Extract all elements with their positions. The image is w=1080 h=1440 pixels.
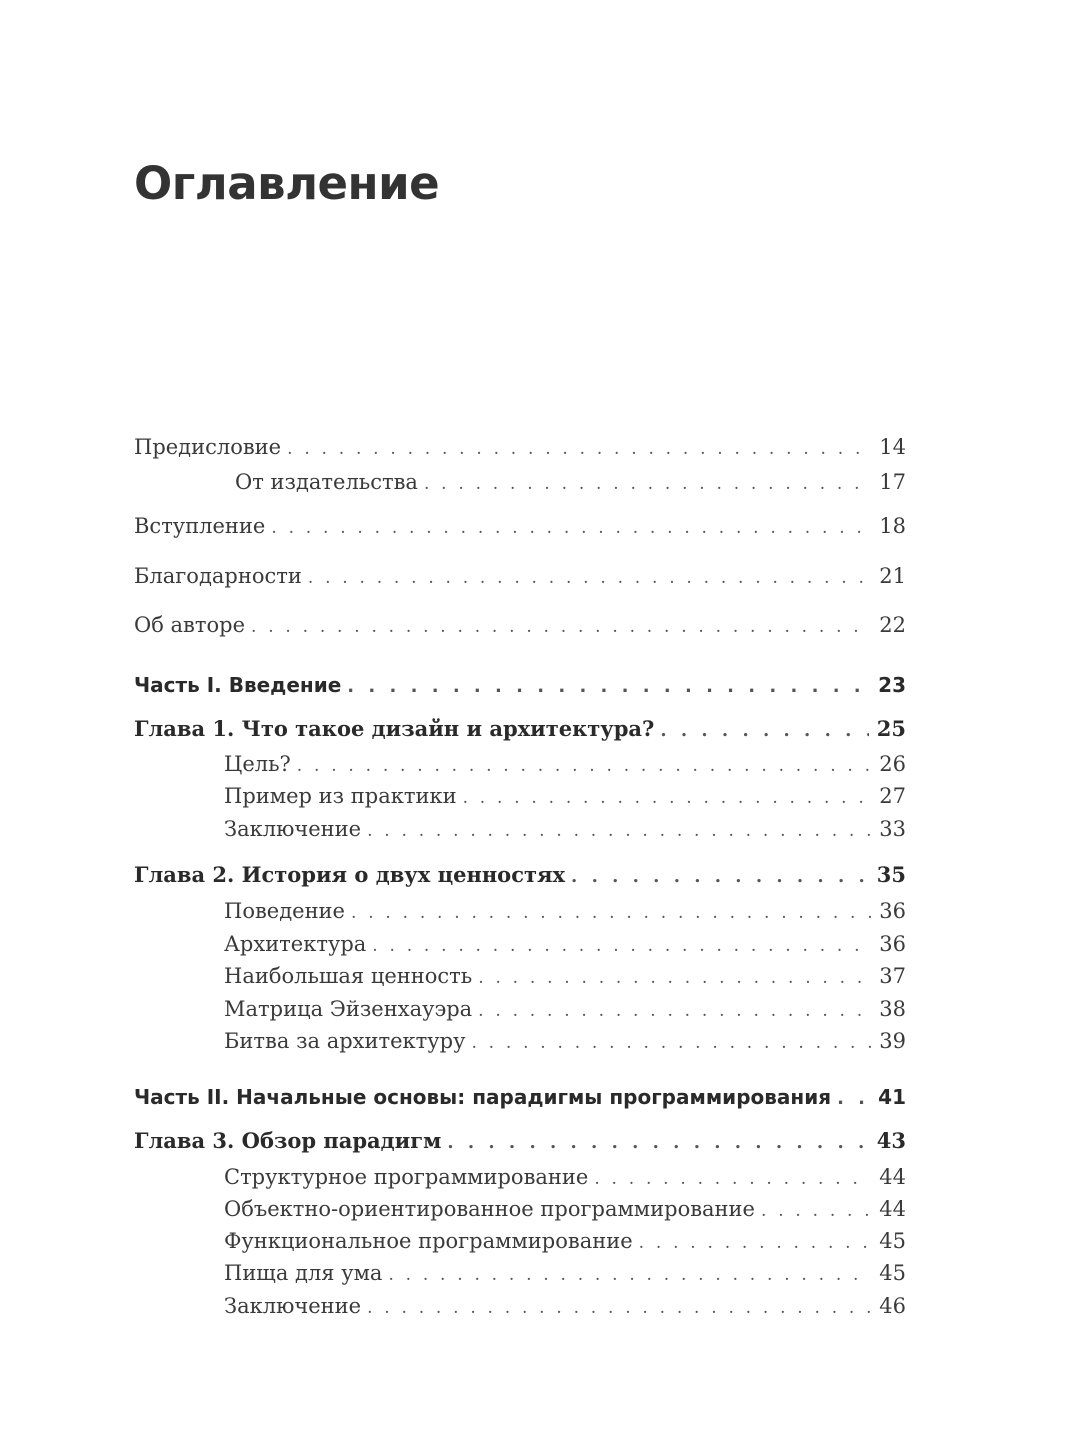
toc-entry-about-author[interactable]: [134, 609, 906, 641]
toc-entry-acknowledgements[interactable]: [134, 560, 906, 592]
dot-leader: [571, 861, 869, 893]
toc-entry-functional-programming[interactable]: [224, 1225, 906, 1257]
toc-entry-title: Функциональное программирование: [224, 1229, 633, 1253]
toc-entry-title: Матрица Эйзенхауэра: [224, 997, 473, 1021]
toc-entry-page: 39: [879, 1029, 906, 1053]
toc-entry-title: Объектно-ориентированное программирование: [224, 1197, 755, 1221]
toc-entry-conclusion-1[interactable]: [224, 813, 906, 845]
dot-leader: [463, 782, 872, 814]
toc-entry-title: Заключение: [224, 817, 362, 841]
toc-entry-title: Цель?: [224, 752, 291, 776]
toc-entry-goal[interactable]: [224, 748, 906, 780]
toc-entry-page: 44: [879, 1165, 906, 1189]
dot-leader: [367, 1292, 871, 1324]
toc-entry-page: 37: [879, 964, 906, 988]
toc-entry-greater-value[interactable]: [224, 960, 906, 992]
toc-entry-title: Вступление: [134, 514, 266, 538]
toc-entry-page: 27: [879, 784, 906, 808]
dot-leader: [660, 715, 868, 747]
toc-entry-page: 35: [876, 862, 906, 887]
dot-leader: [761, 1195, 871, 1227]
toc-entry-title: Об авторе: [134, 613, 246, 637]
dot-leader: [424, 468, 871, 500]
toc-entry-food-for-thought[interactable]: [224, 1257, 906, 1289]
toc-entry-eisenhower-matrix[interactable]: [224, 993, 906, 1025]
toc-entry-chapter-3[interactable]: [134, 1125, 906, 1157]
toc-entry-part-1[interactable]: [134, 669, 906, 701]
toc-entry-page: 43: [876, 1128, 906, 1153]
toc-entry-title: Глава 1. Что такое дизайн и архитектура?: [134, 716, 655, 741]
toc-entry-page: 21: [879, 564, 906, 588]
toc-entry-title: Глава 2. История о двух ценностях: [134, 862, 566, 887]
toc-entry-title: Наибольшая ценность: [224, 964, 473, 988]
dot-leader: [478, 995, 871, 1027]
dot-leader: [372, 930, 871, 962]
toc-entry-from-publisher[interactable]: [235, 466, 906, 498]
toc-entry-page: 44: [879, 1197, 906, 1221]
toc-entry-architecture[interactable]: [224, 928, 906, 960]
toc-entry-page: 45: [879, 1261, 906, 1285]
toc-entry-page: 38: [879, 997, 906, 1021]
toc-entry-page: 36: [879, 899, 906, 923]
toc-entry-title: Часть II. Начальные основы: парадигмы программирования: [134, 1085, 832, 1109]
toc-entry-page: 18: [879, 514, 906, 538]
toc-entry-title: Пример из практики: [224, 784, 457, 808]
toc-entry-title: Благодарности: [134, 564, 302, 588]
toc-entry-page: 26: [879, 752, 906, 776]
dot-leader: [837, 1083, 870, 1115]
toc-entry-page: 46: [879, 1294, 906, 1318]
dot-leader: [297, 750, 871, 782]
toc-entry-page: 22: [879, 613, 906, 637]
toc-entry-chapter-1[interactable]: [134, 713, 906, 745]
toc-entry-page: 17: [879, 470, 906, 494]
toc-entry-page: 33: [879, 817, 906, 841]
dot-leader: [478, 962, 871, 994]
toc-entry-oop[interactable]: [224, 1193, 906, 1225]
toc-entry-title: Заключение: [224, 1294, 362, 1318]
toc-entry-chapter-2[interactable]: [134, 859, 906, 891]
dot-leader: [287, 433, 871, 465]
dot-leader: [347, 671, 870, 703]
dot-leader: [471, 1027, 871, 1059]
toc-entry-case-study[interactable]: [224, 780, 906, 812]
toc-entry-page: 14: [879, 435, 906, 459]
toc-entry-page: 36: [879, 932, 906, 956]
toc-entry-title: Структурное программирование: [224, 1165, 589, 1189]
dot-leader: [367, 815, 871, 847]
toc-entry-page: 41: [878, 1085, 906, 1109]
toc-entry-preface[interactable]: [134, 431, 906, 463]
toc-entry-title: Часть I. Введение: [134, 673, 342, 697]
toc-entry-page: 45: [879, 1229, 906, 1253]
toc-entry-title: Предисловие: [134, 435, 282, 459]
toc-entry-introduction[interactable]: [134, 510, 906, 542]
dot-leader: [639, 1227, 872, 1259]
toc-entry-title: Поведение: [224, 899, 345, 923]
dot-leader: [351, 897, 871, 929]
toc-entry-conclusion-3[interactable]: [224, 1290, 906, 1322]
toc-entry-page: 25: [876, 716, 906, 741]
toc-entry-title: От издательства: [235, 470, 418, 494]
toc-entry-structured-programming[interactable]: [224, 1161, 906, 1193]
dot-leader: [308, 562, 871, 594]
dot-leader: [594, 1163, 871, 1195]
dot-leader: [388, 1259, 871, 1291]
toc-entry-page: 23: [878, 673, 906, 697]
toc-entry-title: Архитектура: [224, 932, 367, 956]
toc-entry-title: Битва за архитектуру: [224, 1029, 466, 1053]
dot-leader: [447, 1127, 868, 1159]
toc-entry-part-2[interactable]: [134, 1081, 906, 1113]
dot-leader: [271, 512, 871, 544]
page-title: Оглавление: [134, 157, 440, 210]
toc-entry-behavior[interactable]: [224, 895, 906, 927]
dot-leader: [251, 611, 871, 643]
toc-entry-title: Глава 3. Обзор парадигм: [134, 1128, 442, 1153]
toc-entry-title: Пища для ума: [224, 1261, 383, 1285]
toc-entry-fight-for-architecture[interactable]: [224, 1025, 906, 1057]
